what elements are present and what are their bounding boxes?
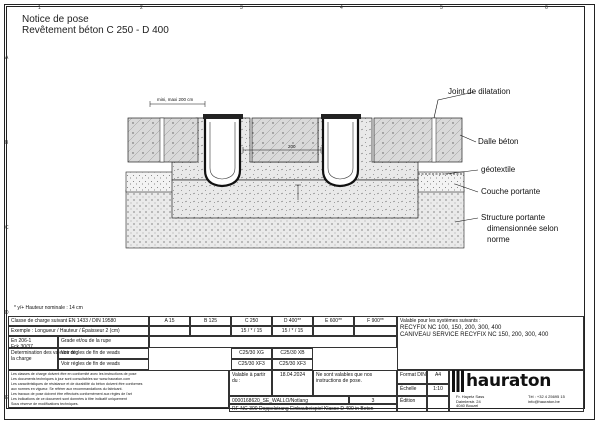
label-dalle: Dalle béton	[478, 137, 519, 146]
notes-block: Les classes de charge doivent être en conformité avec les instructions de pose Les documents techniques à jour sont consultables sur www.hauraton.com Les caractéristiques de résistance et de durabilité du béton doivent être conformes aux normes en vigueur. Se référer aux recommandations du fabricant. Les travaux de pose doivent être effectués conformément aux règles de l'art Les indications de ce document sont données à titre indicatif uniquement Sous réserve de modifications techniques.	[8, 370, 229, 408]
grate-right	[321, 114, 361, 119]
row1-f900	[354, 326, 397, 336]
row3-c250: C25/30 XG	[231, 348, 272, 359]
load-class-label: Classe de charge suivant EN 1433 / DIN 19580	[8, 316, 149, 326]
slab-joint-left	[160, 118, 164, 162]
edition-label: Édition	[397, 396, 427, 412]
foundation-concrete	[172, 180, 418, 218]
grid-row-c: C	[5, 225, 9, 231]
class-f900: F 900**	[354, 316, 397, 326]
class-a15: A 15	[149, 316, 190, 326]
row2-norm: En 206-1 Fck 30/37	[8, 336, 58, 348]
label-couche: Couche portante	[481, 187, 541, 196]
class-d400: D 400**	[272, 316, 313, 326]
grid-col-5: 5	[440, 5, 443, 11]
grid-col-3: 3	[240, 5, 243, 11]
label-structure-2: dimensionnée selon	[487, 224, 559, 233]
slab-joint-right	[432, 118, 436, 162]
grid-row-d: D	[5, 310, 9, 316]
company-address: Fr. Hayetz Sass Daimlerstr. 24 4040 Bouzel	[456, 394, 485, 408]
title-line-1: Notice de pose	[22, 14, 89, 25]
row1-a15	[149, 326, 190, 336]
grid-row-e: E	[5, 395, 9, 401]
class-c250: C 250	[231, 316, 272, 326]
doc-description: RF-NC-300 Doppelstrang Einbaubeispiel Klasse D 400 in Beton	[229, 404, 397, 412]
row4-d400: C25/30 XF3	[272, 359, 313, 370]
grate-left	[203, 114, 243, 119]
label-structure-1: Structure portante	[481, 213, 546, 222]
grid-row-b: B	[5, 140, 9, 146]
label-structure-3: norme	[487, 235, 510, 244]
hauraton-logo-icon	[452, 370, 462, 392]
row3-note: Voir régles de fin de veads	[58, 348, 149, 359]
row2-values	[149, 336, 397, 348]
edition-value	[427, 396, 449, 412]
hauraton-logo: hauraton	[466, 371, 552, 391]
dim-top-label: mini, maxi 200 cm	[157, 97, 194, 102]
row1-c250: 15 / * / 15	[231, 326, 272, 336]
example-label: Exemple : Longueur / Hauteur / Épaisseur 2 (cm)	[8, 326, 149, 336]
scale-value: 1:10	[427, 384, 449, 396]
row4-c250: C25/30 XF3	[231, 359, 272, 370]
row1-d400: 15 / * / 15	[272, 326, 313, 336]
grid-col-4: 4	[340, 5, 343, 11]
company-contact: Tél : +32 4 25695 15 info@hauraton.be	[528, 394, 565, 404]
middle-slab	[252, 118, 318, 162]
row1-e600	[313, 326, 354, 336]
grid-row-a: A	[5, 55, 9, 61]
grid-col-2: 2	[140, 5, 143, 11]
class-b125: B 125	[190, 316, 231, 326]
class-e600: E 600**	[313, 316, 354, 326]
label-geotextile: géotextile	[481, 165, 516, 174]
doc-number: 0000168620_SE_WALLO/Notlang	[229, 396, 349, 404]
row1-b125	[190, 326, 231, 336]
channel-right-inner	[328, 122, 353, 179]
title-line-2: Revêtement béton C 250 - D 400	[22, 25, 169, 36]
leader-dalle	[460, 135, 476, 142]
valide-date: 18.04.2024	[272, 370, 313, 396]
valid-systems: Valable pour les systèmes suivants : RECYFIX NC 100, 150, 200, 300, 400 CANIVEAU SERVICE RECYFIX NC 150, 200, 300, 400	[397, 316, 584, 370]
valide-label: Valable à partir du :	[229, 370, 272, 396]
right-slab	[374, 118, 462, 162]
row4-note: Voir régles de fin de veads	[58, 359, 149, 370]
channel-left-inner	[210, 122, 235, 179]
grid-col-6: 6	[545, 5, 548, 11]
row3-d400: C25/30 XB	[272, 348, 313, 359]
dim-mid-label: 200	[288, 144, 296, 149]
label-joint: Joint de dilatation	[448, 87, 511, 96]
row2-note: Grade et/ou de la rupe	[58, 336, 149, 348]
row3-label: Determination des valeurs de la charge	[8, 348, 58, 370]
scale-label: Échelle	[397, 384, 427, 396]
format-label: Format DIN	[397, 370, 427, 384]
grid-col-1: 1	[38, 5, 41, 11]
doc-page: 3	[349, 396, 397, 404]
consignes: Ne sont valables que nos instructions de pose.	[313, 370, 397, 396]
footnote: * y/+ Hauteur nominale : 14 cm	[14, 305, 83, 311]
format-value: A4	[427, 370, 449, 384]
